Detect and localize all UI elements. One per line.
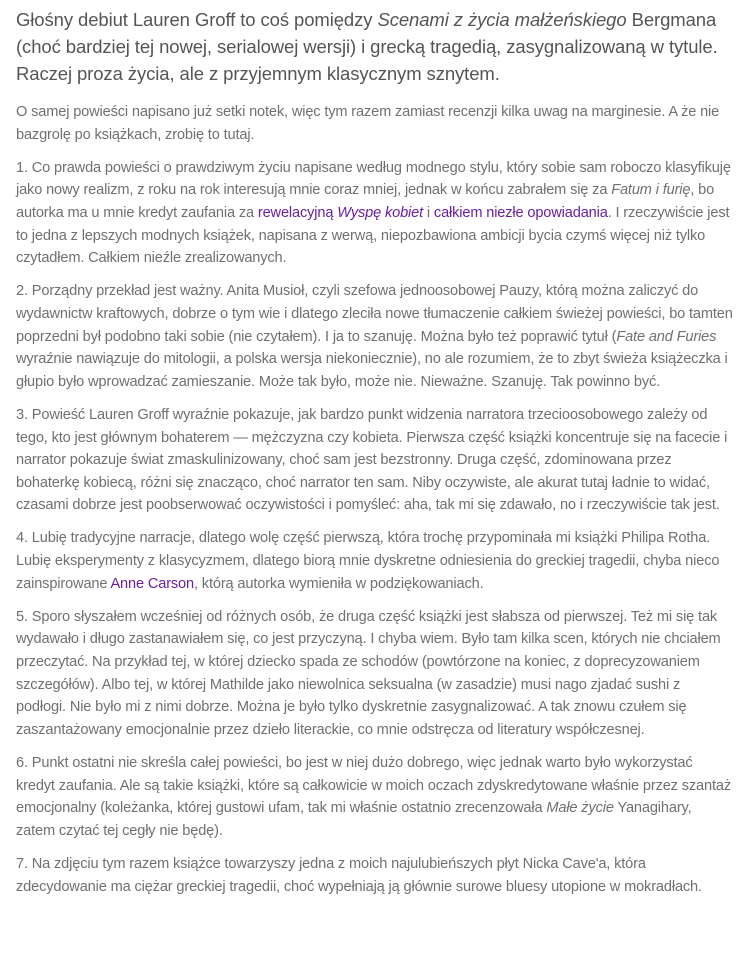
point-2-paragraph [16, 280, 733, 393]
point-4-paragraph [16, 527, 733, 595]
book-title: Fatum i furię [611, 182, 691, 199]
point-text: 6. Punkt ostatni nie skreśla całej powieści, bo jest w niej dużo dobrego, więc jednak warto było wykorzystać kredyt zaufania. Ale są takie książki, które są całkowicie w moich oczach zdyskredytowane właśnie przez szantaż emocjonalny (koleżanka, której gustowi ufam, tak mi właśnie ostatnio zrecenzowała [16, 755, 731, 817]
point-text: 2. Porządny przekład jest ważny. Anita Musioł, czyli szefowa jednoosobowej Pauzy, którą można zaliczyć do wydawnictw kraftowych, dobrze o tym wie i dlatego zleciła nowe tłumaczenie całkiem świeżej powieści, bo tamten poprzedni był podobno taki sobie (nie czytałem). I ja to szanuję. Można było też poprawić tytuł ( [16, 283, 733, 345]
lead-text: Głośny debiut Lauren Groff to coś pomiędzy [16, 9, 378, 30]
intro-paragraph: O samej powieści napisano już setki notek, więc tym razem zamiast recenzji kilka uwag na marginesie. A że nie bazgrolę po książkach, zrobię to tutaj. [16, 104, 720, 143]
point-text: Yanagihary, zatem czytać tej cegły nie będę). [16, 800, 692, 839]
point-text: 4. Lubię tradycyjne narracje, dlatego wolę część pierwszą, która trochę przypominała mi książki Philipa Rotha. Lubię eksperymenty z klasycyzmem, dlatego biorą mnie dyskretne odniesienia do greckiej tragedii, chyba nieco zainspirowane [16, 530, 720, 592]
link-book-title: Wyspę kobiet [337, 204, 424, 221]
lead-title-emphasis: Scenami z życia małżeńskiego [377, 9, 627, 30]
point-text: i [423, 204, 434, 221]
anne-carson-link[interactable]: Anne Carson [110, 575, 194, 592]
point-1-paragraph [16, 157, 733, 270]
point-6-paragraph [16, 752, 733, 842]
article-lead [16, 6, 733, 87]
point-text: , którą autorka wymieniła w podziękowaniach. [194, 575, 484, 592]
point-text: . I rzeczywiście jest to jedna z lepszych modnych książek, napisana z werwą, niepozbawiona ambicji bycia czymś więcej niż tylko czytadłem. Całkiem nieźle zrealizowanych. [16, 204, 730, 267]
point-text: wyraźnie nawiązuje do mitologii, a polska wersja niekoniecznie), no ale rozumiem, że to zbyt świeża książeczka i głupio było wprowadzać zamieszanie. Może tak było, może nie. Nieważne. Szanuję. Tak powinno być. [16, 351, 728, 390]
wyspa-kobiet-link[interactable] [258, 205, 423, 221]
book-title: Fate and Furies [616, 328, 717, 345]
opowiadania-link[interactable]: całkiem niezłe opowiadania [433, 204, 608, 221]
point-text: , bo autorka ma u mnie kredyt zaufania za [16, 182, 715, 221]
lead-text: Bergmana (choć bardziej tej nowej, serialowej wersji) i grecką tragedią, zasygnalizowaną w tytule. Raczej proza życia, ale z przyjemnym klasycznym sznytem. [16, 9, 718, 84]
point-7-paragraph: 7. Na zdjęciu tym razem książce towarzyszy jedna z moich najulubieńszych płyt Nicka Cave'a, która zdecydowanie ma ciężar greckiej tragedii, choć wypełniają ją głównie surowe bluesy utopione w mokradłach. [16, 855, 702, 895]
point-3-paragraph: 3. Powieść Lauren Groff wyraźnie pokazuje, jak bardzo punkt widzenia narratora trzecioosobowego zależy od tego, kto jest głównym bohaterem — mężczyzna czy kobieta. Pierwsza część książki koncentruje się na facecie i narrator pokazuje świat zmaskulinizowany, choć sam jest bezstronny. Druga część, zdominowana przez bohaterkę kobiecą, różni się znacząco, choć narrator ten sam. Niby oczywiste, ale akurat tutaj ładnie to widać, czasami dobrze jest poobserwować oczywistości i pomyśleć: aha, tak mi się zdawało, no i rzeczywiście tak jest. [16, 406, 728, 514]
link-text: rewelacyjną [257, 204, 338, 221]
book-title: Małe życie [546, 800, 614, 817]
point-text: 1. Co prawda powieści o prawdziwym życiu napisane według modnego stylu, który sobie sam roboczo klasyfikuję jako nowy realizm, z roku na rok interesują mnie coraz mniej, jednak w końcu zabrałem się za [16, 159, 731, 199]
point-5-paragraph: 5. Sporo słyszałem wcześniej od różnych osób, że druga część książki jest słabsza od pierwszej. Też mi się tak wydawało i długo zastanawiałem się, co jest przyczyną. I chyba wiem. Było tam kilka scen, których nie chciałem przeczytać. Na przykład tej, w której dziecko spada ze schodów (powtórzone na koniec, z doprecyzowaniem szczegółów). Albo tej, w której Mathilde jako niewolnica seksualna (w zasadzie) musi nago zjadać sushi z podłogi. Nie było mi z nimi dobrze. Można je było tylko dyskretnie zasygnalizować. A tak znowu czułem się zaszantażowany emocjonalnie przez dzieło literackie, co mnie odstręcza od literatury współczesnej. [16, 608, 721, 738]
